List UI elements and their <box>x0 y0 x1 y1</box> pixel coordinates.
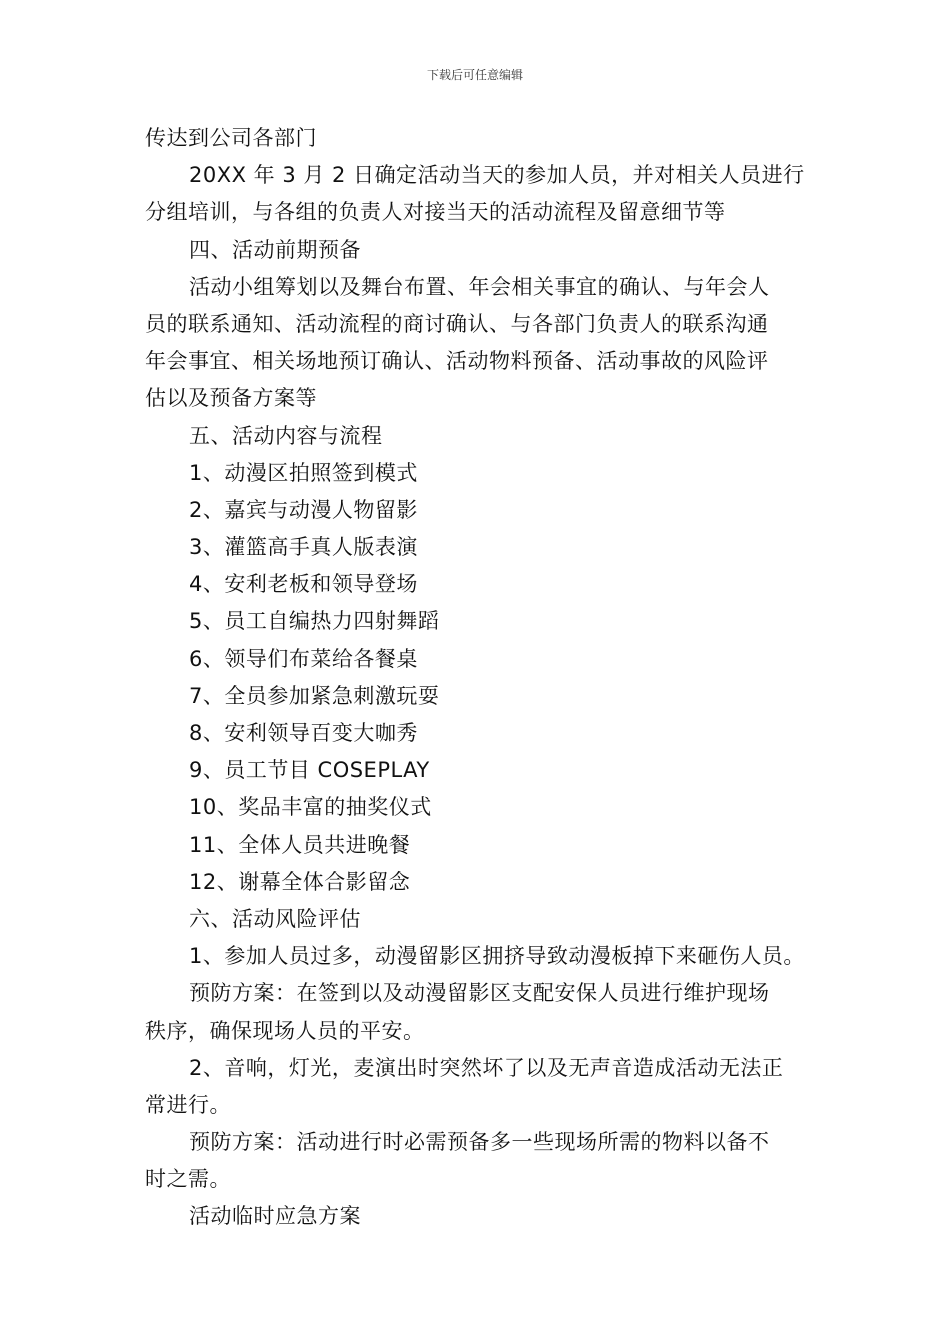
section-heading: 六、活动风险评估 <box>189 906 361 931</box>
section-heading: 五、活动内容与流程 <box>189 423 383 448</box>
list-item: 12、谢幕全体合影留念 <box>189 869 411 894</box>
text-line: 预防方案：在签到以及动漫留影区支配安保人员进行维护现场 <box>189 981 770 1006</box>
page-header: 下载后可任意编辑 <box>426 68 523 82</box>
text-line: 1、参加人员过多，动漫留影区拥挤导致动漫板掉下来砸伤人员。 <box>189 944 805 969</box>
list-item: 10、奖品丰富的抽奖仪式 <box>189 795 432 820</box>
text-line: 活动小组筹划以及舞台布置、年会相关事宜的确认、与年会人 <box>189 274 770 299</box>
text-line: 估以及预备方案等 <box>145 386 317 411</box>
text-line: 常进行。 <box>145 1092 231 1117</box>
list-item: 4、安利老板和领导登场 <box>189 572 418 597</box>
section-heading: 四、活动前期预备 <box>189 237 361 262</box>
text-line: 时之需。 <box>145 1167 231 1192</box>
list-item: 7、全员参加紧急刺激玩耍 <box>189 683 440 708</box>
document-body <box>145 120 817 1236</box>
list-item: 8、安利领导百变大咖秀 <box>189 721 418 745</box>
list-item: 3、灌篮高手真人版表演 <box>189 535 418 560</box>
text-line: 传达到公司各部门 <box>145 126 317 150</box>
list-item: 6、领导们布菜给各餐桌 <box>189 646 418 671</box>
section-heading: 活动临时应急方案 <box>189 1204 361 1229</box>
text-line: 秩序，确保现场人员的平安。 <box>145 1018 425 1043</box>
text-line: 预防方案：活动进行时必需预备多一些现场所需的物料以备不 <box>189 1130 770 1155</box>
list-item: 5、员工自编热力四射舞蹈 <box>189 609 440 634</box>
list-item: 9、员工节目 COSEPLAY <box>189 758 430 783</box>
text-line: 年会事宜、相关场地预订确认、活动物料预备、活动事故的风险评 <box>145 349 769 374</box>
list-item: 11、全体人员共进晚餐 <box>189 832 411 857</box>
text-line: 分组培训，与各组的负责人对接当天的活动流程及留意细节等 <box>145 200 726 225</box>
text-line: 20XX 年 3 月 2 日确定活动当天的参加人员，并对相关人员进行 <box>189 163 805 188</box>
list-item: 2、嘉宾与动漫人物留影 <box>189 497 418 522</box>
list-item: 1、动漫区拍照签到模式 <box>189 460 418 485</box>
text-line: 2、音响，灯光，麦演出时突然坏了以及无声音造成活动无法正 <box>189 1055 784 1080</box>
text-line: 员的联系通知、活动流程的商讨确认、与各部门负责人的联系沟通 <box>145 311 769 336</box>
